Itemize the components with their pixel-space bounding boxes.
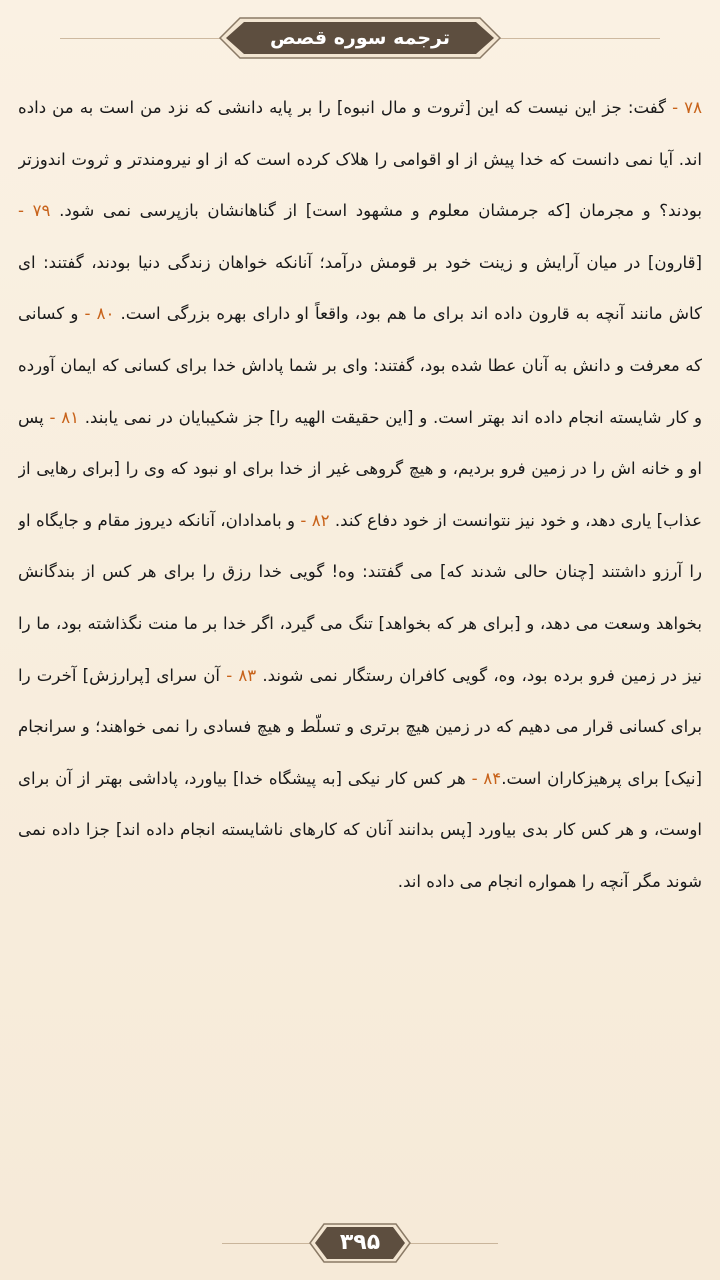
page-number-badge bbox=[308, 1222, 412, 1264]
verse-text: [قارون] در میان آرایش و زینت خود بر قومش درآمد؛ آنانکه خواهان زندگی دنیا بودند، گفتند: ای کاش مانند آنچه به قارون داده اند برای ما هم بود، واقعاً او دارای بهره بزرگی است. bbox=[18, 252, 702, 324]
verse-number: ۷۸ - bbox=[666, 98, 702, 117]
verse-number: ۸۴ - bbox=[465, 768, 502, 788]
verse-text: پس او و خانه اش را در زمین فرو بردیم، و هیچ گروهی غیر از خدا برای او نبود که وی را [برای رهایی از عذاب] یاری دهد، و خود نیز نتوانست از خود دفاع کند. bbox=[18, 407, 702, 530]
page-number: ۳۹۵ bbox=[339, 1230, 381, 1255]
verse-text: و بامدادان، آنانکه دیروز مقام و جایگاه او را آرزو داشتند [چنان حالی شدند که] می گفتند: وه! گویی خدا رزق را برای هر کس از بندگانش بخواهد وسعت می دهد، و [برای هر که بخواهد] تنگ می گیرد، اگر خدا بر ما منت نگذاشته بود، ما را نیز در زمین فرو برده بود، وه، گویی کافران رستگار نمی شوند. bbox=[18, 510, 702, 685]
verse-number: ۷۹ - bbox=[18, 201, 51, 221]
verse-number: ۸۲ - bbox=[295, 510, 330, 530]
verse-number: ۸۱ - bbox=[43, 407, 80, 427]
verse-text: آن سرای [پرارزش] آخرت را برای کسانی قرار می دهیم که در زمین هیچ برتری و تسلّط و هیچ فسادی را نمی خواهند؛ و سرانجام [نیک] برای پرهیزکاران است. bbox=[18, 665, 702, 788]
verse-text: گفت: جز این نیست که این [ثروت و مال انبوه] را بر پایه دانشی که نزد من است به من داده اند. آیا نمی دانست که خدا پیش از او اقوامی را هلاک کرده است که از او نیرومندتر و ثروت اندوزتر بودند؟ و مجرمان [که جرمشان معلوم و مشهود است] از گناهانشان بازپرسی نمی شود. bbox=[18, 98, 702, 221]
verse-text: و کسانی که معرفت و دانش به آنان عطا شده بود، گفتند: وای بر شما پاداش خدا برای کسانی که ایمان آورده و کار شایسته انجام داده اند بهتر است. و [این حقیقت الهیه را] جز شکیبایان در نمی یابند. bbox=[18, 304, 702, 427]
page-title: ترجمه سوره قصص bbox=[270, 27, 450, 49]
verse-text: هر کس کار نیکی [به پیشگاه خدا] بیاورد، پاداشی بهتر از آن برای اوست، و هر کس کار بدی بیاورد [پس بدانند آنان که کارهای ناشایسته انجام داده اند] جزا داده نمی شوند مگر آنچه را همواره انجام می داده اند. bbox=[18, 768, 702, 891]
verse-number: ۸۳ - bbox=[220, 665, 257, 685]
title-banner bbox=[218, 14, 502, 62]
verse-number: ۸۰ - bbox=[78, 304, 115, 324]
translation-text bbox=[18, 82, 702, 1212]
